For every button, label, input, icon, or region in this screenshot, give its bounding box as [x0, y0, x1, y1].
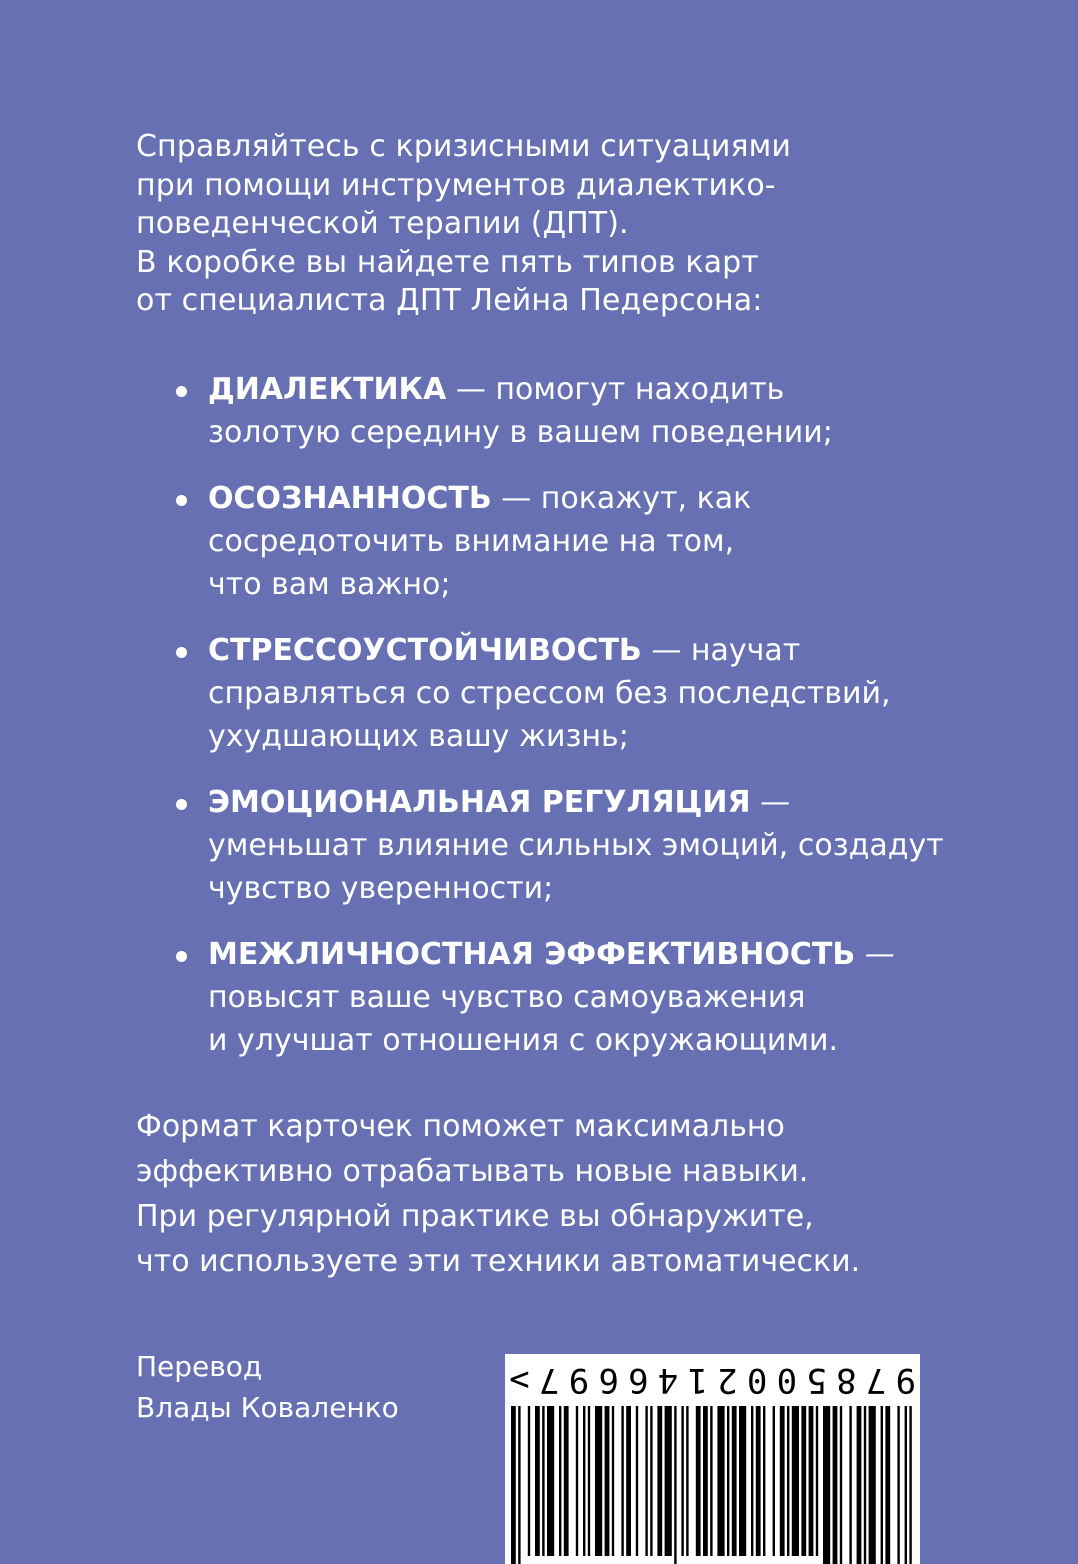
- translator-label: Перевод: [136, 1350, 263, 1383]
- barcode-bar: [849, 1406, 851, 1564]
- translator-credit: [136, 1346, 399, 1428]
- barcode-bar: [595, 1406, 602, 1556]
- barcode-bar: [773, 1406, 775, 1556]
- barcode-bar: [605, 1406, 610, 1556]
- translator-name: Влады Коваленко: [136, 1391, 399, 1424]
- bullet-dot-icon: [176, 495, 187, 506]
- barcode-bar: [542, 1406, 544, 1556]
- barcode-bar: [739, 1406, 746, 1556]
- barcode-bar: [583, 1406, 585, 1556]
- barcode-bar: [621, 1406, 623, 1556]
- intro-line: от специалиста ДПТ Лейна Педерсона:: [136, 283, 763, 318]
- barcode-digit: 0: [746, 1360, 768, 1400]
- barcode-bar: [897, 1406, 899, 1564]
- barcode-bar: [833, 1406, 838, 1564]
- bullet-title: ОСОЗНАННОСТЬ: [208, 481, 492, 516]
- barcode-digits: [509, 1358, 916, 1402]
- bullet-text: — покажут, как: [491, 481, 752, 516]
- outro-line: что используете эти техники автоматически.: [136, 1244, 861, 1279]
- barcode-bar: [576, 1406, 578, 1556]
- barcode-digit: 1: [687, 1360, 708, 1400]
- barcode-digit: 4: [657, 1360, 679, 1400]
- bullet-text: что вам важно;: [208, 567, 451, 602]
- intro-text: [136, 128, 1036, 321]
- barcode-bar: [727, 1406, 729, 1556]
- barcode-bar: [645, 1406, 647, 1556]
- intro-line: при помощи инструментов диалектико-: [136, 167, 776, 203]
- bullet-title: СТРЕССОУСТОЙЧИВОСТЬ: [208, 633, 642, 668]
- barcode-digit: 7: [538, 1360, 560, 1400]
- barcode-bar: [710, 1406, 712, 1556]
- barcode-bar: [650, 1406, 652, 1556]
- barcode-bar: [518, 1406, 520, 1564]
- barcode-bar: [636, 1406, 638, 1556]
- bullet-dot-icon: [176, 386, 187, 397]
- intro-line: поведенческой терапии (ДПТ).: [136, 206, 629, 241]
- barcode-bar: [703, 1406, 708, 1556]
- bullet-text: справляться со стрессом без последствий,: [208, 676, 891, 711]
- bullet-dot-icon: [176, 951, 187, 962]
- barcode-bar: [686, 1406, 688, 1556]
- barcode-bar: [864, 1406, 866, 1564]
- bullet-text: —: [855, 937, 895, 972]
- barcode-bar: [626, 1406, 631, 1556]
- barcode-bar: [840, 1406, 842, 1564]
- barcode-bar: [885, 1406, 890, 1564]
- barcode-digit: 0: [776, 1360, 798, 1400]
- barcode-bar: [511, 1406, 516, 1564]
- barcode-bar: [857, 1406, 862, 1564]
- barcode-bar: [763, 1406, 765, 1556]
- bullet-text: чувство уверенности;: [208, 871, 554, 906]
- barcode-digit: 2: [717, 1360, 738, 1400]
- barcode-bar: [801, 1406, 806, 1556]
- barcode-digit: 7: [865, 1360, 887, 1400]
- barcode-bar: [816, 1406, 818, 1556]
- card-types-list: [174, 368, 1054, 1085]
- bullet-title: ЭМОЦИОНАЛЬНАЯ РЕГУЛЯЦИЯ: [208, 785, 751, 820]
- barcode-bar: [588, 1406, 590, 1556]
- bullet-text: ухудшающих вашу жизнь;: [208, 719, 629, 754]
- barcode-digit: 6: [598, 1360, 619, 1400]
- list-item: [174, 933, 1054, 1062]
- barcode-digit: 9: [895, 1360, 916, 1400]
- barcode-bar: [681, 1406, 683, 1556]
- outro-line: эффективно отрабатывать новые навыки.: [136, 1154, 809, 1189]
- barcode-bar: [909, 1406, 911, 1564]
- bullet-text: повысят ваше чувство самоуважения: [208, 980, 806, 1015]
- intro-line: Справляйтесь с кризисными ситуациями: [136, 129, 791, 164]
- bullet-text: — помогут находить: [446, 372, 785, 407]
- list-item: [174, 368, 1054, 454]
- bullet-text: сосредоточить внимание на том,: [208, 524, 735, 559]
- barcode-bar: [674, 1406, 676, 1564]
- outro-text: [136, 1104, 1036, 1284]
- barcode-bar: [559, 1406, 561, 1556]
- barcode-digit: 6: [628, 1360, 649, 1400]
- outro-line: При регулярной практике вы обнаружите,: [136, 1199, 814, 1234]
- barcode-bar: [732, 1406, 737, 1556]
- barcode-bar: [612, 1406, 614, 1556]
- list-item: [174, 629, 1054, 758]
- bullet-text: и улучшат отношения с окружающими.: [208, 1023, 839, 1058]
- bullet-dot-icon: [176, 799, 187, 810]
- intro-line: В коробке вы найдете пять типов карт: [136, 244, 759, 280]
- list-item: [174, 781, 1054, 910]
- barcode-bar: [657, 1406, 662, 1556]
- barcode-digit: >: [509, 1360, 530, 1400]
- barcode-bar: [547, 1406, 554, 1556]
- barcode-bar: [528, 1406, 530, 1556]
- barcode-bar: [780, 1406, 785, 1556]
- bullet-title: ДИАЛЕКТИКА: [208, 372, 447, 407]
- barcode-bar: [823, 1406, 830, 1564]
- barcode-bar: [881, 1406, 883, 1564]
- barcode-digit: 9: [568, 1360, 590, 1400]
- barcode-digit: 8: [836, 1360, 857, 1400]
- barcode-bar: [756, 1406, 761, 1556]
- bullet-text: —: [750, 785, 791, 820]
- barcode-bar: [809, 1406, 814, 1556]
- bullet-text: — научат: [641, 633, 801, 668]
- bullet-text: уменьшат влияние сильных эмоций, создадут: [208, 828, 944, 863]
- outro-line: Формат карточек поможет максимально: [136, 1109, 785, 1144]
- barcode-bar: [787, 1406, 789, 1556]
- barcode-bar: [751, 1406, 753, 1556]
- barcode-bar: [535, 1406, 540, 1556]
- barcode-bar: [792, 1406, 799, 1556]
- barcode-digit: 5: [806, 1360, 827, 1400]
- list-item: [174, 477, 1054, 606]
- barcode-bar: [564, 1406, 569, 1556]
- barcode-bar: [869, 1406, 876, 1564]
- barcode-bar: [905, 1406, 907, 1564]
- bullet-dot-icon: [176, 647, 187, 658]
- bullet-title: МЕЖЛИЧНОСТНАЯ ЭФФЕКТИВНОСТЬ: [208, 937, 856, 972]
- barcode-bar: [717, 1406, 724, 1556]
- barcode-icon: [505, 1354, 920, 1564]
- bullet-text: золотую середину в вашем поведении;: [208, 415, 833, 450]
- barcode-bar: [665, 1406, 672, 1556]
- barcode-bar: [696, 1406, 701, 1556]
